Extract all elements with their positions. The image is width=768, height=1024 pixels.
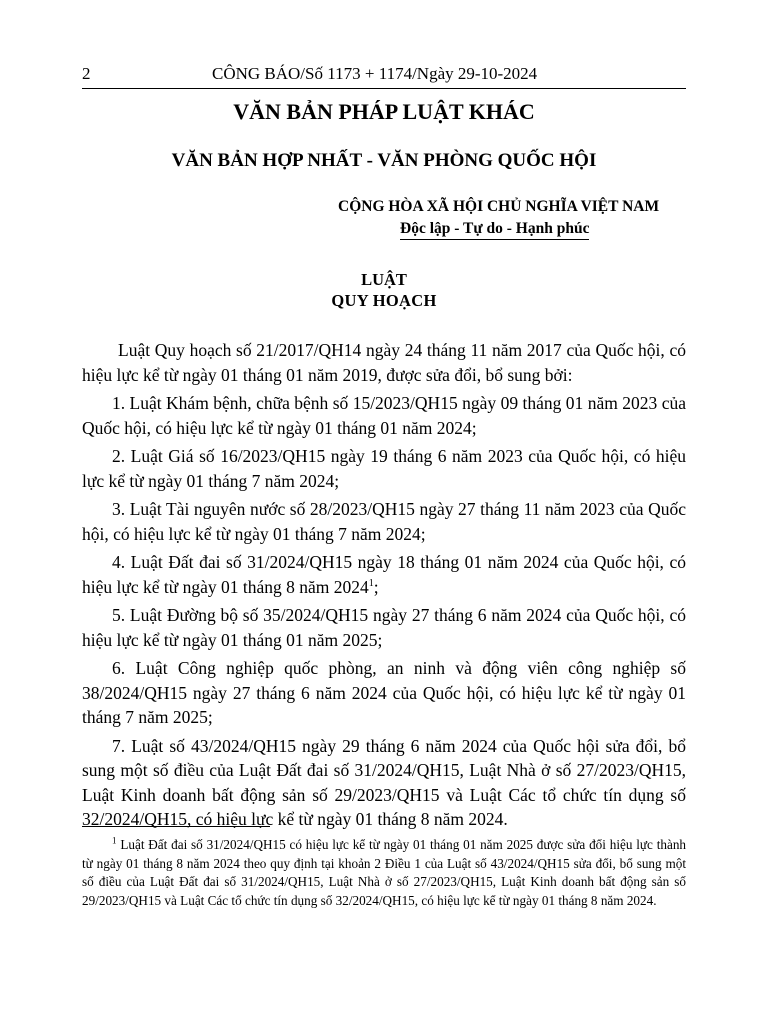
- amendment-tail: ;: [373, 576, 379, 597]
- amendment-text: 4. Luật Đất đai số 31/2024/QH15 ngày 18 tháng 01 năm 2024 của Quốc hội, có hiệu lực kể từ ngày 01 tháng 8 năm 2024: [82, 552, 686, 597]
- page-number: 2: [82, 64, 91, 83]
- footnote-reference[interactable]: 1: [368, 577, 374, 589]
- sub-title: VĂN BẢN HỢP NHẤT - VĂN PHÒNG QUỐC HỘI: [171, 150, 597, 171]
- amendment-item: 1. Luật Khám bệnh, chữa bệnh số 15/2023/QH15 ngày 09 tháng 01 năm 2023 của Quốc hội, có hiệu lực kể từ ngày 01 tháng 01 năm 2024;: [82, 393, 686, 438]
- document-body: [82, 338, 686, 836]
- intro-paragraph: Luật Quy hoạch số 21/2017/QH14 ngày 24 tháng 11 năm 2017 của Quốc hội, có hiệu lực kể từ ngày 01 tháng 01 năm 2019, được sửa đổi, bổ sung bởi:: [82, 340, 686, 385]
- law-name: QUY HOẠCH: [331, 291, 437, 310]
- amendment-item: 3. Luật Tài nguyên nước số 28/2023/QH15 ngày 27 tháng 11 năm 2023 của Quốc hội, có hiệu lực kể từ ngày 01 tháng 7 năm 2024;: [82, 499, 686, 544]
- gazette-title: CÔNG BÁO/Số 1173 + 1174/Ngày 29-10-2024: [212, 64, 538, 83]
- national-motto: Độc lập - Tự do - Hạnh phúc: [400, 220, 589, 240]
- footnote-mark: 1: [112, 835, 117, 846]
- footnote-divider: [82, 826, 270, 827]
- section-title: VĂN BẢN PHÁP LUẬT KHÁC: [233, 99, 535, 124]
- national-name: CỘNG HÒA XÃ HỘI CHỦ NGHĨA VIỆT NAM: [338, 198, 660, 215]
- amendment-item: [82, 550, 686, 599]
- amendment-item: 2. Luật Giá số 16/2023/QH15 ngày 19 tháng 6 năm 2023 của Quốc hội, có hiệu lực kể từ ngày 01 tháng 7 năm 2024;: [82, 446, 686, 491]
- page-header: [82, 64, 686, 89]
- amendment-item: 5. Luật Đường bộ số 35/2024/QH15 ngày 27 tháng 6 năm 2024 của Quốc hội, có hiệu lực kể từ ngày 01 tháng 01 năm 2025;: [82, 605, 686, 650]
- law-label: LUẬT: [361, 270, 407, 289]
- amendment-item: 7. Luật số 43/2024/QH15 ngày 29 tháng 6 năm 2024 của Quốc hội sửa đổi, bổ sung một số điều của Luật Đất đai số 31/2024/QH15, Luật Nhà ở số 27/2023/QH15, Luật Kinh doanh bất động sản số 29/2023/QH15 và Luật Các tổ chức tín dụng số 32/2024/QH15, có hiệu lực kể từ ngày 01 tháng 8 năm 2024.: [82, 735, 686, 829]
- footnote: [82, 836, 686, 910]
- amendment-item: 6. Luật Công nghiệp quốc phòng, an ninh và động viên công nghiệp số 38/2024/QH15 ngày 27 tháng 6 năm 2024 của Quốc hội, có hiệu lực kể từ ngày 01 tháng 7 năm 2025;: [82, 658, 686, 727]
- footnote-text: Luật Đất đai số 31/2024/QH15 có hiệu lực kể từ ngày 01 tháng 01 năm 2025 được sửa đổi hiệu lực thành từ ngày 01 tháng 8 năm 2024 theo quy định tại khoản 2 Điều 1 của Luật số 43/2024/QH15 sửa đổi, bổ sung một số điều của Luật Đất đai số 31/2024/QH15, Luật Nhà ở số 27/2023/QH15, Luật Kinh doanh bất động sản số 29/2023/QH15 và Luật Các tổ chức tín dụng số 32/2024/QH15, có hiệu lực kể từ ngày 01 tháng 8 năm 2024.: [82, 837, 687, 908]
